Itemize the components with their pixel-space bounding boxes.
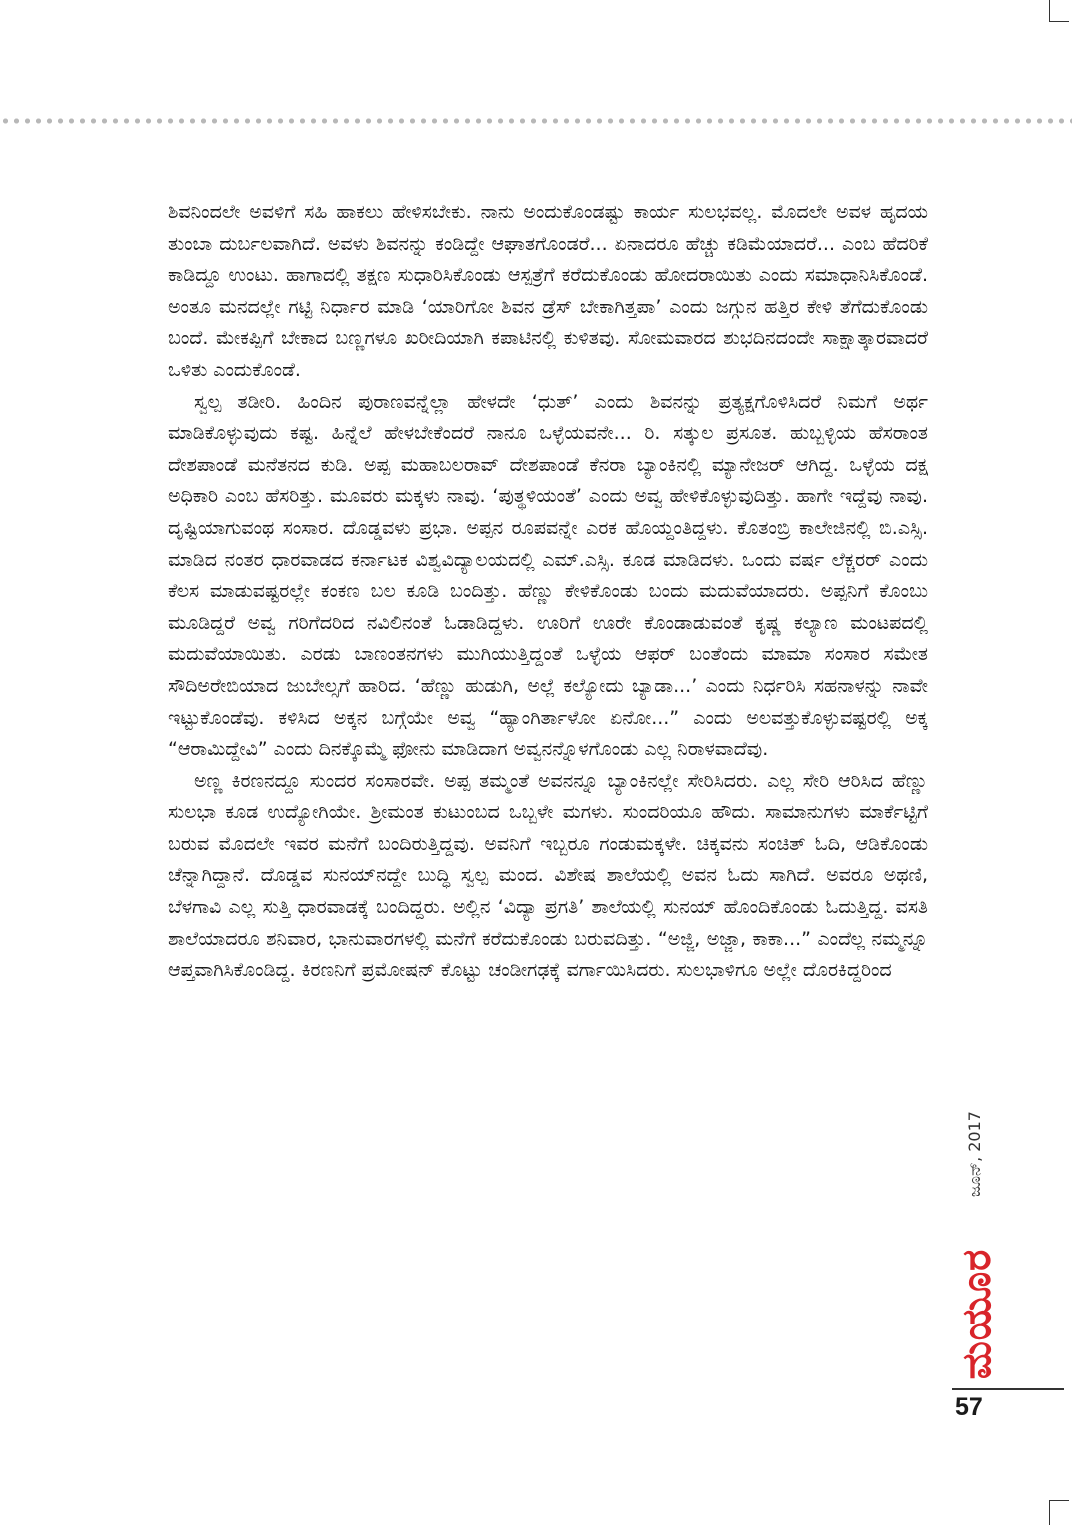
article-paragraph: ಸ್ವಲ್ಪ ತಡೀರಿ. ಹಿಂದಿನ ಪುರಾಣವನ್ನೆಲ್ಲಾ ಹೇಳದೇ ‘ಧುತ್’ ಎಂದು ಶಿವನನ್ನು ಪ್ರತ್ಯಕ್ಷಗೊಳಿಸಿದರೆ ನಿಮಗೆ ಅರ್ಥ ಮಾಡಿಕೊಳ್ಳುವುದು ಕಷ್ಟ. ಹಿನ್ನೆಲೆ ಹೇಳಬೇಕೆಂದರೆ ನಾನೂ ಒಳ್ಳೆಯವನೇ... ರಿ. ಸತ್ಕುಲ ಪ್ರಸೂತ. ಹುಬ್ಬಳ್ಳಿಯ ಹೆಸರಾಂತ ದೇಶಪಾಂಡೆ ಮನೆತನದ ಕುಡಿ. ಅಪ್ಪ ಮಹಾಬಲರಾವ್ ದೇಶಪಾಂಡೆ ಕೆನರಾ ಬ್ಯಾಂಕಿನಲ್ಲಿ ಮ್ಯಾನೇಜರ್ ಆಗಿದ್ದ. ಒಳ್ಳೆಯ ದಕ್ಷ ಅಧಿಕಾರಿ ಎಂಬ ಹೆಸರಿತ್ತು. ಮೂವರು ಮಕ್ಕಳು ನಾವು. ‘ಪುತ್ಥಳಿಯಂತೆ’ ಎಂದು ಅವ್ವ ಹೇಳಿಕೊಳ್ಳುವುದಿತ್ತು. ಹಾಗೇ ಇದ್ದೆವು ನಾವು. ದೃಷ್ಟಿಯಾಗುವಂಥ ಸಂಸಾರ. ದೊಡ್ಡವಳು ಪ್ರಭಾ. ಅಪ್ಪನ ರೂಪವನ್ನೇ ಎರಕ ಹೊಯ್ದಂತಿದ್ದಳು. ಕೊತಂಬ್ರಿ ಕಾಲೇಜಿನಲ್ಲಿ ಬಿ.ಎಸ್ಸಿ. ಮಾಡಿದ ನಂತರ ಧಾರವಾಡದ ಕರ್ನಾಟಕ ವಿಶ್ವವಿದ್ಯಾಲಯದಲ್ಲಿ ಎಮ್.ಎಸ್ಸಿ. ಕೂಡ ಮಾಡಿದಳು. ಒಂದು ವರ್ಷ ಲೆಕ್ಚರರ್ ಎಂದು ಕೆಲಸ ಮಾಡುವಷ್ಟರಲ್ಲೇ ಕಂಕಣ ಬಲ ಕೂಡಿ ಬಂದಿತ್ತು. ಹೆಣ್ಣು ಕೇಳಿಕೊಂಡು ಬಂದು ಮದುವೆಯಾದರು. ಅಪ್ಪನಿಗೆ ಕೊಂಬು ಮೂಡಿದ್ದರೆ ಅವ್ವ ಗರಿಗೆದರಿದ ನವಿಲಿನಂತೆ ಓಡಾಡಿದ್ದಳು. ಊರಿಗೆ ಊರೇ ಕೊಂಡಾಡುವಂತೆ ಕೃಷ್ಣ ಕಲ್ಯಾಣ ಮಂಟಪದಲ್ಲಿ ಮದುವೆಯಾಯಿತು. ಎರಡು ಬಾಣಂತನಗಳು ಮುಗಿಯುತ್ತಿದ್ದಂತೆ ಒಳ್ಳೆಯ ಆಫರ್ ಬಂತೆಂದು ಮಾಮಾ ಸಂಸಾರ ಸಮೇತ ಸೌದಿಅರೇಬಿಯಾದ ಜುಬೇಲ್ಸಗೆ ಹಾರಿದ. ‘ಹೆಣ್ಣು ಹುಡುಗಿ, ಅಲ್ಲೆ ಕಲ್ಯೋದು ಬ್ಯಾಡಾ...’ ಎಂದು ನಿರ್ಧರಿಸಿ ಸಹನಾಳನ್ನು ನಾವೇ ಇಟ್ಟುಕೊಂಡೆವು. ಕಳಿಸಿದ ಅಕ್ಕನ ಬಗ್ಗೆಯೇ ಅವ್ವ “ಹ್ಯಾಂಗಿರ್ತಾಳೋ ಏನೋ...” ಎಂದು ಅಲವತ್ತುಕೊಳ್ಳುವಷ್ಟರಲ್ಲಿ ಅಕ್ಕ “ಆರಾಮಿದ್ದೇವಿ” ಎಂದು ದಿನಕ್ಕೊಮ್ಮೆ ಫೋನು ಮಾಡಿದಾಗ ಅವ್ವನನ್ನೊಳಗೊಂಡು ಎಲ್ಲ ನಿರಾಳವಾದೆವು. bbox=[168, 390, 928, 761]
crop-mark-bottom bbox=[1049, 1500, 1069, 1525]
page-number: 57 bbox=[955, 1393, 983, 1421]
crop-mark-top bbox=[1049, 0, 1069, 22]
magazine-name: ಮಯೂರ bbox=[954, 1248, 1000, 1380]
article-paragraph: ಶಿವನಿಂದಲೇ ಅವಳಿಗೆ ಸಹಿ ಹಾಕಲು ಹೇಳಿಸಬೇಕು. ನಾನು ಅಂದುಕೊಂಡಷ್ಟು ಕಾರ್ಯ ಸುಲಭವಲ್ಲ. ಮೊದಲೇ ಅವಳ ಹೃದಯ ತುಂಬಾ ದುರ್ಬಲವಾಗಿದೆ. ಅವಳು ಶಿವನನ್ನು ಕಂಡಿದ್ದೇ ಆಘಾತಗೊಂಡರೆ... ಏನಾದರೂ ಹೆಚ್ಚು ಕಡಿಮೆಯಾದರೆ... ಎಂಬ ಹೆದರಿಕೆ ಕಾಡಿದ್ದೂ ಉಂಟು. ಹಾಗಾದಲ್ಲಿ ತಕ್ಷಣ ಸುಧಾರಿಸಿಕೊಂಡು ಆಸ್ಪತ್ರೆಗೆ ಕರೆದುಕೊಂಡು ಹೋದರಾಯಿತು ಎಂದು ಸಮಾಧಾನಿಸಿಕೊಂಡೆ. ಅಂತೂ ಮನದಲ್ಲೇ ಗಟ್ಟಿ ನಿರ್ಧಾರ ಮಾಡಿ ‘ಯಾರಿಗೋ ಶಿವನ ಡ್ರೆಸ್ ಬೇಕಾಗಿತ್ತಪಾ’ ಎಂದು ಜಗ್ಗುನ ಹತ್ತಿರ ಕೇಳಿ ತೆಗೆದುಕೊಂಡು ಬಂದೆ. ಮೇಕಪ್ಪಿಗೆ ಬೇಕಾದ ಬಣ್ಣಗಳೂ ಖರೀದಿಯಾಗಿ ಕಪಾಟಿನಲ್ಲಿ ಕುಳಿತವು. ಸೋಮವಾರದ ಶುಭದಿನದಂದೇ ಸಾಕ್ಷಾತ್ಕಾರವಾದರೆ ಒಳಿತು ಎಂದುಕೊಂಡೆ. bbox=[168, 201, 928, 381]
page-number-rule bbox=[952, 1388, 1064, 1390]
article-body bbox=[168, 197, 928, 987]
article-paragraph: ಅಣ್ಣ ಕಿರಣನದ್ದೂ ಸುಂದರ ಸಂಸಾರವೇ. ಅಪ್ಪ ತಮ್ಮಂತೆ ಅವನನ್ನೂ ಬ್ಯಾಂಕಿನಲ್ಲೇ ಸೇರಿಸಿದರು. ಎಲ್ಲ ಸೇರಿ ಆರಿಸಿದ ಹೆಣ್ಣು ಸುಲಭಾ ಕೂಡ ಉದ್ಯೋಗಿಯೇ. ಶ್ರೀಮಂತ ಕುಟುಂಬದ ಒಬ್ಬಳೇ ಮಗಳು. ಸುಂದರಿಯೂ ಹೌದು. ಸಾಮಾನುಗಳು ಮಾರ್ಕೆಟ್ಟಿಗೆ ಬರುವ ಮೊದಲೇ ಇವರ ಮನೆಗೆ ಬಂದಿರುತ್ತಿದ್ದವು. ಅವನಿಗೆ ಇಬ್ಬರೂ ಗಂಡುಮಕ್ಕಳೇ. ಚಿಕ್ಕವನು ಸಂಚಿತ್ ಓದಿ, ಆಡಿಕೊಂಡು ಚೆನ್ನಾಗಿದ್ದಾನೆ. ದೊಡ್ಡವ ಸುನಯ್‌ನದ್ದೇ ಬುದ್ಧಿ ಸ್ವಲ್ಪ ಮಂದ. ವಿಶೇಷ ಶಾಲೆಯಲ್ಲಿ ಅವನ ಓದು ಸಾಗಿದೆ. ಅವರೂ ಅಥಣಿ, ಬೆಳಗಾವಿ ಎಲ್ಲ ಸುತ್ತಿ ಧಾರವಾಡಕ್ಕೆ ಬಂದಿದ್ದರು. ಅಲ್ಲಿನ ‘ವಿದ್ಯಾ ಪ್ರಗತಿ’ ಶಾಲೆಯಲ್ಲಿ ಸುನಯ್ ಹೊಂದಿಕೊಂಡು ಓದುತ್ತಿದ್ದ. ವಸತಿ ಶಾಲೆಯಾದರೂ ಶನಿವಾರ, ಭಾನುವಾರಗಳಲ್ಲಿ ಮನೆಗೆ ಕರೆದುಕೊಂಡು ಬರುವದಿತ್ತು. “ಅಜ್ಜಿ, ಅಜ್ಜಾ, ಕಾಕಾ...” ಎಂದೆಲ್ಲ ನಮ್ಮನ್ನೂ ಆಪ್ತವಾಗಿಸಿಕೊಂಡಿದ್ದ. ಕಿರಣನಿಗೆ ಪ್ರಮೋಷನ್ ಕೊಟ್ಟು ಚಂಡೀಗಢಕ್ಕೆ ವರ್ಗಾಯಿಸಿದರು. ಸುಲಭಾಳಿಗೂ ಅಲ್ಲೇ ದೊರಕಿದ್ದರಿಂದ bbox=[168, 769, 928, 982]
issue-date-text: ಜೂನ್, 2017 bbox=[965, 1111, 984, 1197]
dotted-header-rule bbox=[0, 117, 1072, 125]
